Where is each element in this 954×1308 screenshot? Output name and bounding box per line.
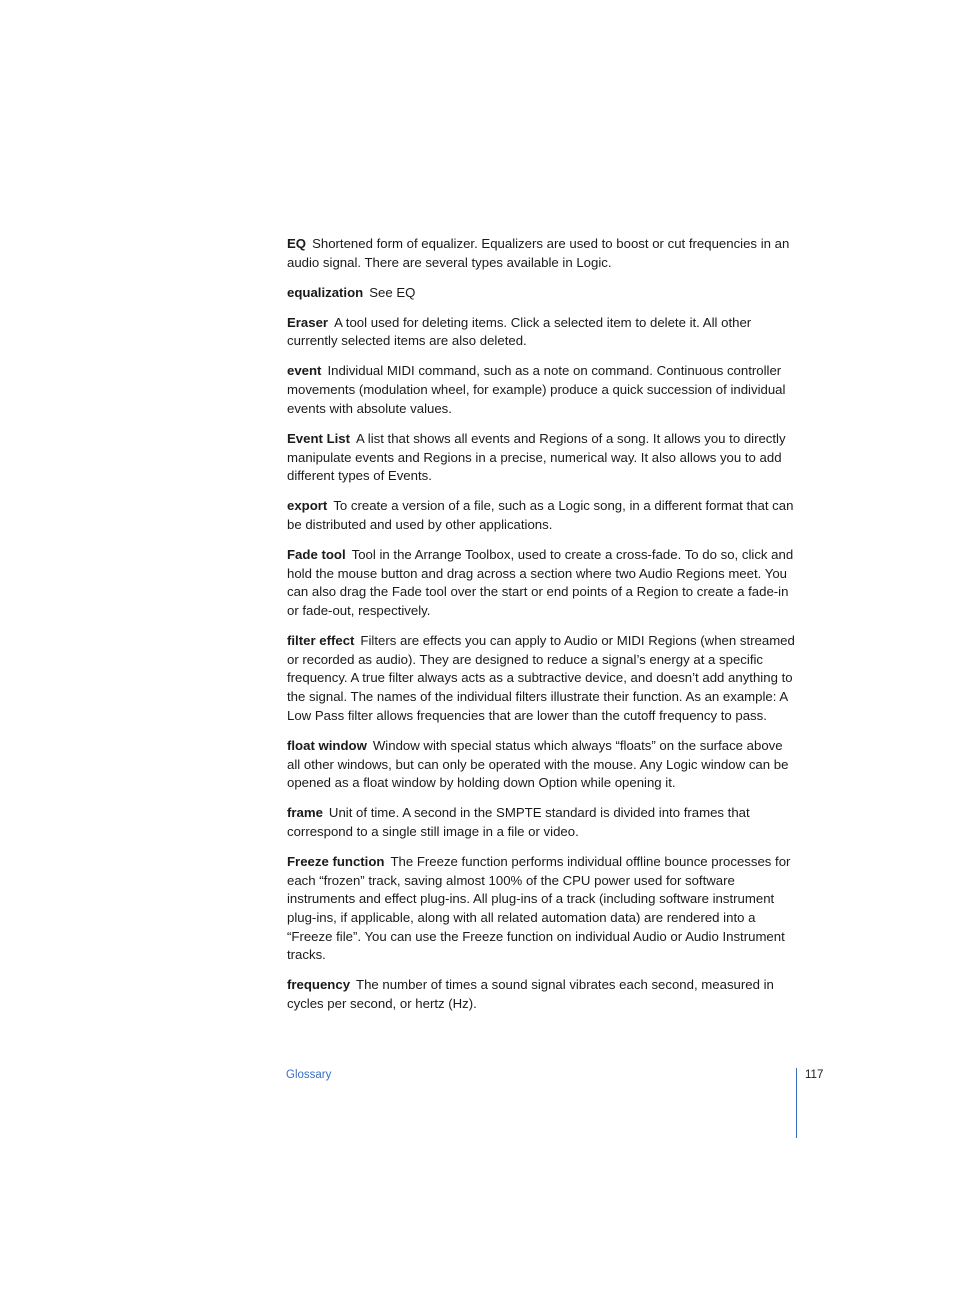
- glossary-definition: Filters are effects you can apply to Audio or MIDI Regions (when streamed or recorded as audio). They are designed to reduce a signal’s energy at a specific frequency. A true filter always acts as a subtractive device, and doesn’t add anything to the signal. The names of the individual filters illustrate their function. As an example: A Low Pass filter allows frequencies that are lower than the cutoff frequency to pass.: [287, 633, 795, 723]
- footer-divider: [796, 1068, 797, 1138]
- glossary-term: Eraser: [287, 314, 329, 330]
- glossary-definition: Tool in the Arrange Toolbox, used to create a cross-fade. To do so, click and hold the mouse button and drag across a section where two Audio Regions meet. You can also drag the Fade tool over the start or end points of a Region to create a fade-in or fade-out, respectively.: [287, 546, 794, 619]
- glossary-definition: See EQ: [369, 284, 416, 300]
- glossary-definition: Individual MIDI command, such as a note on command. Continuous controller movements (modulation wheel, for example) produce a quick succession of individual events with absolute values.: [287, 363, 786, 416]
- glossary-entry-eraser: [287, 314, 799, 351]
- glossary-term: EQ: [287, 236, 307, 251]
- glossary-term: Event List: [287, 430, 351, 446]
- glossary-list: [287, 235, 799, 1025]
- glossary-definition: Window with special status which always “floats” on the surface above all other windows, but can only be operated with the mouse. Any Logic window can be opened as a float window by holding down Option while opening it.: [287, 737, 789, 791]
- glossary-term: frequency: [287, 977, 351, 993]
- glossary-entry-frequency: [287, 976, 799, 1013]
- glossary-entry-float-window: [287, 737, 799, 793]
- glossary-definition: Unit of time. A second in the SMPTE standard is divided into frames that correspond to a single still image in a file or video.: [287, 805, 750, 839]
- footer-section-label: Glossary: [286, 1069, 332, 1081]
- glossary-term: equalization: [287, 284, 364, 300]
- glossary-term: float window: [287, 737, 367, 753]
- glossary-entry-filter-effect: [287, 632, 799, 726]
- glossary-term: export: [287, 498, 328, 514]
- glossary-term: Fade tool: [287, 546, 346, 562]
- glossary-definition: A tool used for deleting items. Click a selected item to delete it. All other currently selected items are also deleted.: [287, 314, 752, 349]
- glossary-term: frame: [287, 805, 323, 821]
- glossary-term: event: [287, 363, 322, 379]
- glossary-term: Freeze function: [287, 853, 385, 869]
- glossary-definition: The number of times a sound signal vibrates each second, measured in cycles per second, or hertz (Hz).: [287, 977, 774, 1012]
- glossary-entry-fade-tool: [287, 546, 799, 621]
- glossary-entry-equalization: [287, 284, 799, 303]
- glossary-entry-frame: [287, 804, 799, 841]
- glossary-definition: To create a version of a file, such as a Logic song, in a different format that can be distributed and used by other applications.: [287, 498, 794, 532]
- glossary-term: filter effect: [287, 633, 355, 649]
- glossary-entry-freeze-function: [287, 853, 799, 965]
- glossary-definition: Shortened form of equalizer. Equalizers are used to boost or cut frequencies in an audio signal. There are several types available in Logic.: [287, 236, 790, 270]
- glossary-entry-event-list: [287, 430, 799, 486]
- glossary-entry-eq: [287, 235, 799, 272]
- page-number: 117: [805, 1069, 824, 1081]
- glossary-entry-event: [287, 362, 799, 418]
- glossary-entry-export: [287, 497, 799, 534]
- glossary-definition: The Freeze function performs individual offline bounce processes for each “frozen” track, saving almost 100% of the CPU power used for software instruments and effect plug-ins. All plug-ins of a track (including software instrument plug-ins, if applicable, along with all related automation data) are rendered into a “Freeze file”. You can use the Freeze function on individual Audio or Audio Instrument tracks.: [287, 853, 791, 963]
- glossary-definition: A list that shows all events and Regions of a song. It allows you to directly manipulate events and Regions in a precise, numerical way. It also allows you to add different types of Events.: [287, 430, 786, 484]
